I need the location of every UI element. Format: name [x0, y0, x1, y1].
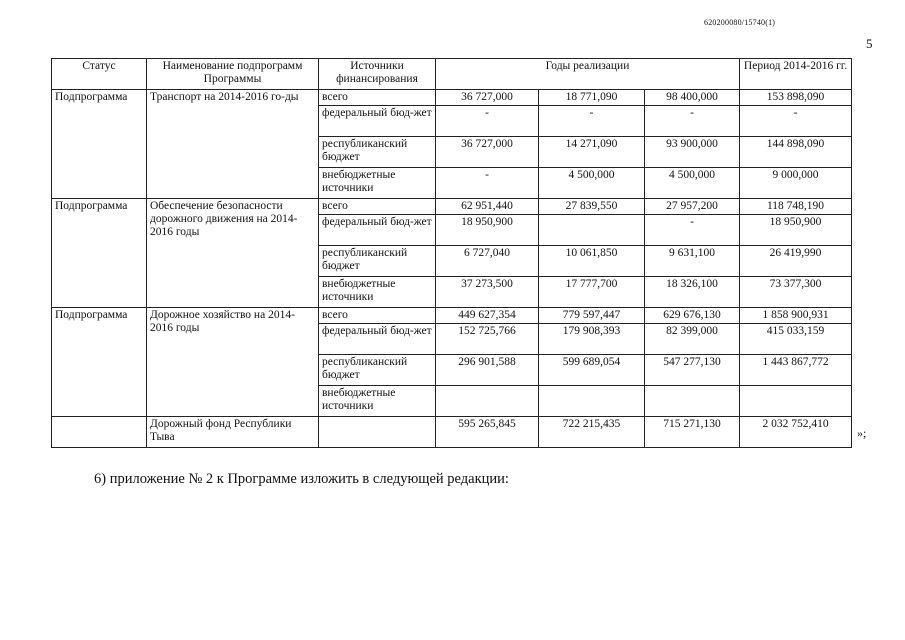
cell-2014: 449 627,354 [436, 308, 539, 324]
cell-2015: 18 771,090 [539, 90, 645, 106]
cell-period-total: 26 419,990 [740, 246, 852, 277]
cell-2014: 595 265,845 [436, 417, 539, 448]
row-funding-source: федеральный бюд-жет [319, 215, 436, 246]
cell-2014: - [436, 106, 539, 137]
page-number: 5 [866, 36, 873, 51]
row-funding-source: внебюджетные источники [319, 277, 436, 308]
cell-2015: - [539, 106, 645, 137]
table-row-road-fund [52, 417, 852, 448]
row-funding-source: всего [319, 308, 436, 324]
cell-2016: 547 277,130 [645, 355, 740, 386]
cell-2014: 6 727,040 [436, 246, 539, 277]
cell-2015 [539, 386, 645, 417]
cell-period-total: 2 032 752,410 [740, 417, 852, 448]
cell-2016: 93 900,000 [645, 137, 740, 168]
cell-period-total: 118 748,190 [740, 199, 852, 215]
header-status: Статус [52, 59, 147, 90]
cell-2015: 17 777,700 [539, 277, 645, 308]
cell-2016: 98 400,000 [645, 90, 740, 106]
row-funding-source: всего [319, 90, 436, 106]
document-code: 620200080/15740(1) [704, 18, 776, 27]
cell-2015: 27 839,550 [539, 199, 645, 215]
cell-period-total: 9 000,000 [740, 168, 852, 199]
cell-2015: 779 597,447 [539, 308, 645, 324]
header-period: Период 2014-2016 гг. [740, 59, 852, 90]
cell-2016: - [645, 215, 740, 246]
row-funding-source: внебюджетные источники [319, 168, 436, 199]
cell-2016: 82 399,000 [645, 324, 740, 355]
row-subprogram-name: Обеспечение безопасности дорожного движения на 2014-2016 годы [147, 199, 319, 308]
header-name: Наименование подпрограмм Программы [147, 59, 319, 90]
row-status: Подпрограмма [52, 308, 147, 417]
cell-2015: 179 908,393 [539, 324, 645, 355]
cell-2015: 14 271,090 [539, 137, 645, 168]
cell-2016: 18 326,100 [645, 277, 740, 308]
cell-2014 [436, 386, 539, 417]
funding-table [51, 58, 852, 448]
instruction-text: 6) приложение № 2 к Программе изложить в следующей редакции: [94, 471, 509, 487]
row-status: Подпрограмма [52, 90, 147, 199]
row-funding-source: республиканский бюджет [319, 137, 436, 168]
header-years: Годы реализации [436, 59, 740, 90]
table-row [52, 90, 852, 106]
cell-period-total: 415 033,159 [740, 324, 852, 355]
cell-2014: 296 901,588 [436, 355, 539, 386]
table-header-row [52, 59, 852, 90]
cell-period-total: 153 898,090 [740, 90, 852, 106]
closing-quote-mark: »; [857, 426, 867, 440]
row-funding-source: федеральный бюд-жет [319, 324, 436, 355]
cell-2014: 18 950,900 [436, 215, 539, 246]
row-subprogram-name: Транспорт на 2014-2016 го-ды [147, 90, 319, 199]
cell-2014: 62 951,440 [436, 199, 539, 215]
cell-2015: 599 689,054 [539, 355, 645, 386]
cell-2016: 4 500,000 [645, 168, 740, 199]
row-funding-source: внебюджетные источники [319, 386, 436, 417]
cell-2016: - [645, 106, 740, 137]
cell-2014: 37 273,500 [436, 277, 539, 308]
cell-2016: 629 676,130 [645, 308, 740, 324]
cell-2014: 36 727,000 [436, 137, 539, 168]
table-row [52, 199, 852, 215]
row-funding-source: республиканский бюджет [319, 355, 436, 386]
fund-source [319, 417, 436, 448]
cell-2016: 715 271,130 [645, 417, 740, 448]
cell-2016: 27 957,200 [645, 199, 740, 215]
cell-period-total: 1 443 867,772 [740, 355, 852, 386]
cell-period-total [740, 386, 852, 417]
cell-2015: 4 500,000 [539, 168, 645, 199]
fund-name: Дорожный фонд Республики Тыва [147, 417, 319, 448]
row-subprogram-name: Дорожное хозяйство на 2014-2016 годы [147, 308, 319, 417]
cell-2015: 10 061,850 [539, 246, 645, 277]
cell-period-total: 1 858 900,931 [740, 308, 852, 324]
fund-status [52, 417, 147, 448]
row-funding-source: республиканский бюджет [319, 246, 436, 277]
cell-2014: 152 725,766 [436, 324, 539, 355]
row-funding-source: всего [319, 199, 436, 215]
table-row [52, 308, 852, 324]
cell-period-total: 18 950,900 [740, 215, 852, 246]
row-status: Подпрограмма [52, 199, 147, 308]
cell-2014: 36 727,000 [436, 90, 539, 106]
cell-2015: 722 215,435 [539, 417, 645, 448]
cell-period-total: 73 377,300 [740, 277, 852, 308]
cell-2014: - [436, 168, 539, 199]
cell-2016: 9 631,100 [645, 246, 740, 277]
cell-period-total: - [740, 106, 852, 137]
cell-period-total: 144 898,090 [740, 137, 852, 168]
cell-2016 [645, 386, 740, 417]
header-sources: Источники финансирования [319, 59, 436, 90]
row-funding-source: федеральный бюд-жет [319, 106, 436, 137]
cell-2015 [539, 215, 645, 246]
